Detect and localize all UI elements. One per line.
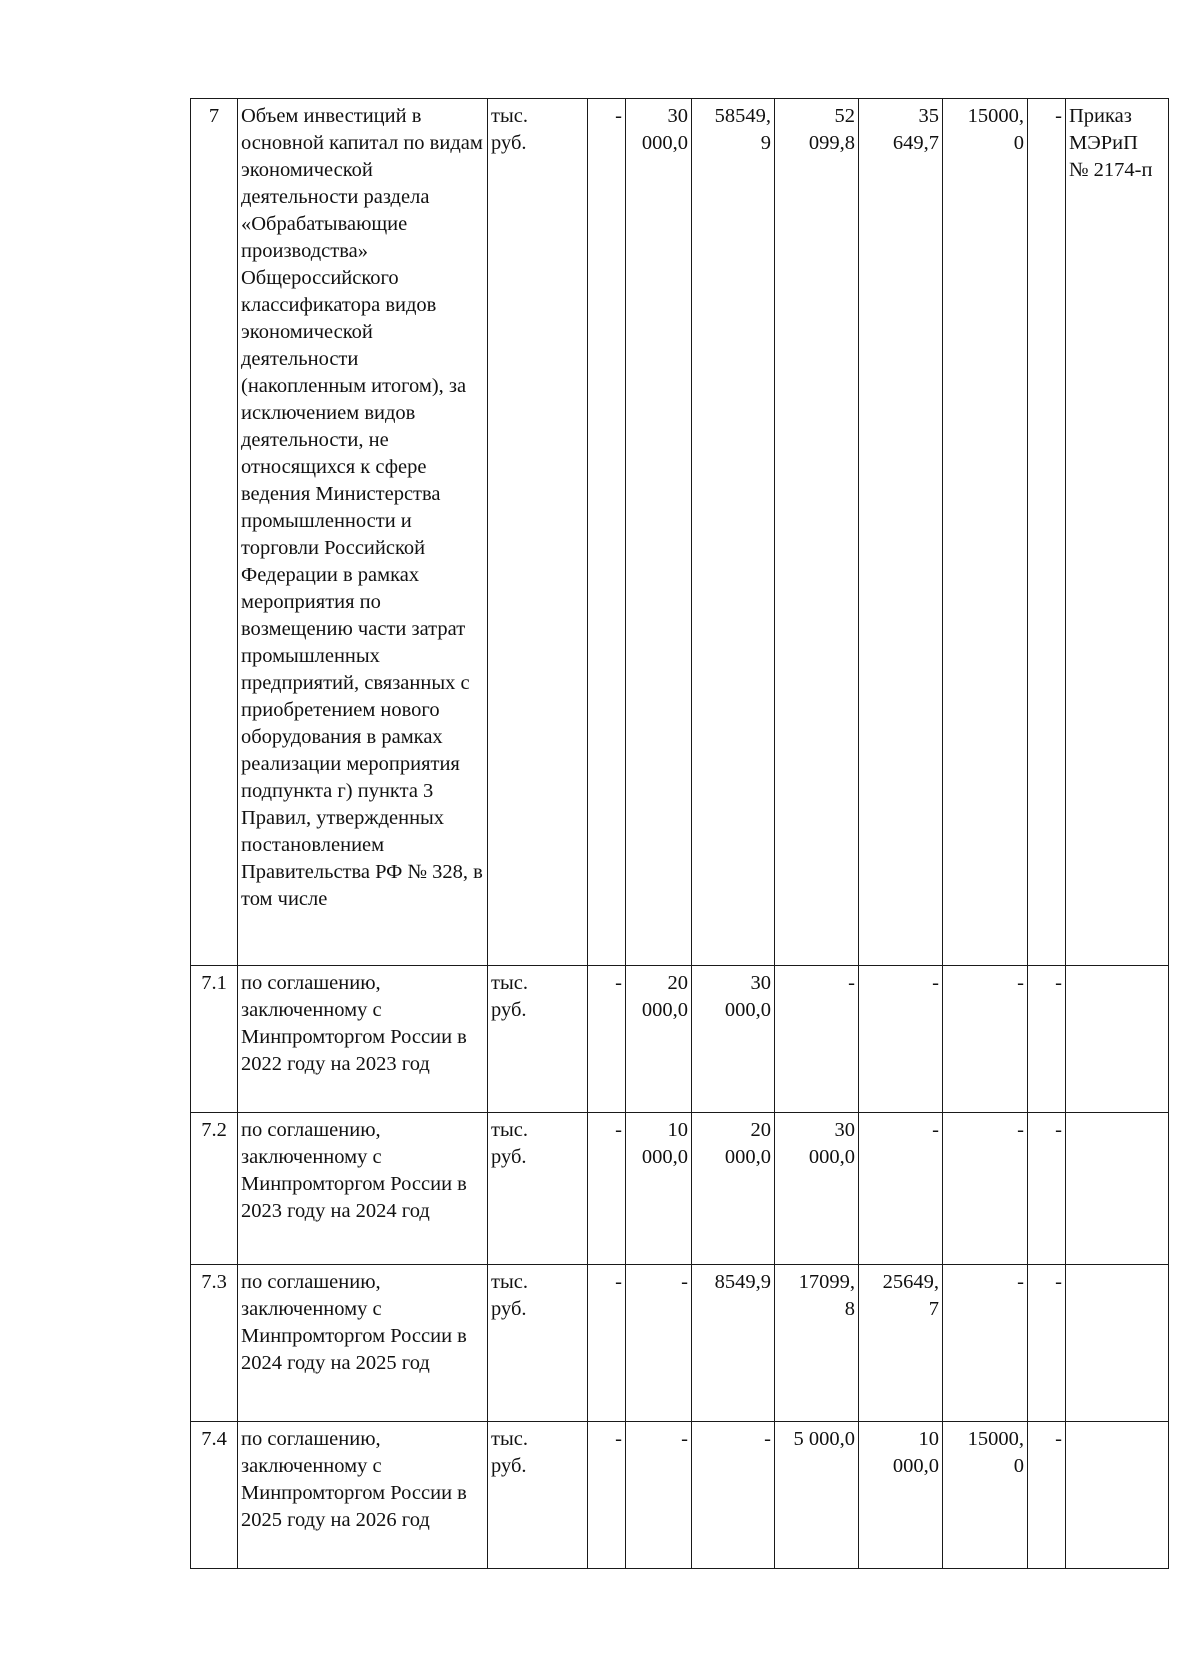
value-col-2: 20 000,0	[626, 966, 692, 1113]
value-col-4: 30 000,0	[775, 1113, 859, 1265]
row-number: 7.3	[191, 1265, 238, 1422]
table-row	[191, 99, 1169, 966]
value-col-6: -	[943, 1113, 1028, 1265]
value-col-4: -	[775, 966, 859, 1113]
value-col-5: 35 649,7	[859, 99, 943, 966]
row-unit: тыс. руб.	[488, 99, 588, 966]
row-unit: тыс. руб.	[488, 1113, 588, 1265]
row-source-note: Приказ МЭРиП № 2174-п	[1066, 99, 1169, 966]
value-col-3: 20 000,0	[692, 1113, 775, 1265]
value-col-2: -	[626, 1422, 692, 1569]
value-col-6: 15000, 0	[943, 99, 1028, 966]
row-number: 7	[191, 99, 238, 966]
value-col-4: 5 000,0	[775, 1422, 859, 1569]
row-unit: тыс. руб.	[488, 1422, 588, 1569]
row-description: по соглашению, заключенному с Минпромторгом России в 2025 году на 2026 год	[238, 1422, 488, 1569]
value-col-6: -	[943, 966, 1028, 1113]
value-col-2: 30 000,0	[626, 99, 692, 966]
row-number: 7.2	[191, 1113, 238, 1265]
value-col-1: -	[588, 1113, 626, 1265]
value-col-6: 15000, 0	[943, 1422, 1028, 1569]
value-col-4: 17099, 8	[775, 1265, 859, 1422]
row-unit: тыс. руб.	[488, 966, 588, 1113]
value-col-2: -	[626, 1265, 692, 1422]
value-col-5: -	[859, 1113, 943, 1265]
row-description: по соглашению, заключенному с Минпромторгом России в 2022 году на 2023 год	[238, 966, 488, 1113]
value-col-5: 10 000,0	[859, 1422, 943, 1569]
row-number: 7.1	[191, 966, 238, 1113]
value-col-3: -	[692, 1422, 775, 1569]
row-source-note	[1066, 1265, 1169, 1422]
row-description: по соглашению, заключенному с Минпромторгом России в 2024 году на 2025 год	[238, 1265, 488, 1422]
row-source-note	[1066, 1422, 1169, 1569]
value-col-4: 52 099,8	[775, 99, 859, 966]
indicator-table	[190, 98, 1169, 1569]
value-col-3: 58549, 9	[692, 99, 775, 966]
value-col-7: -	[1028, 1265, 1066, 1422]
value-col-6: -	[943, 1265, 1028, 1422]
value-col-5: 25649, 7	[859, 1265, 943, 1422]
value-col-5: -	[859, 966, 943, 1113]
value-col-3: 30 000,0	[692, 966, 775, 1113]
row-number: 7.4	[191, 1422, 238, 1569]
table-row	[191, 1265, 1169, 1422]
value-col-1: -	[588, 99, 626, 966]
value-col-2: 10 000,0	[626, 1113, 692, 1265]
table-row	[191, 966, 1169, 1113]
value-col-7: -	[1028, 966, 1066, 1113]
value-col-1: -	[588, 966, 626, 1113]
value-col-3: 8549,9	[692, 1265, 775, 1422]
row-description: по соглашению, заключенному с Минпромторгом России в 2023 году на 2024 год	[238, 1113, 488, 1265]
row-description: Объем инвестиций в основной капитал по видам экономической деятельности раздела «Обрабатывающие производства» Общероссийского классификатора видов экономической деятельности (накопленным итогом), за исключением видов деятельности, не относящихся к сфере ведения Министерства промышленности и торговли Российской Федерации в рамках мероприятия по возмещению части затрат промышленных предприятий, связанных с приобретением нового оборудования в рамках реализации мероприятия подпункта г) пункта 3 Правил, утвержденных постановлением Правительства РФ № 328, в том числе	[238, 99, 488, 966]
value-col-7: -	[1028, 1422, 1066, 1569]
row-unit: тыс. руб.	[488, 1265, 588, 1422]
table-row	[191, 1422, 1169, 1569]
row-source-note	[1066, 1113, 1169, 1265]
table-row	[191, 1113, 1169, 1265]
value-col-1: -	[588, 1265, 626, 1422]
value-col-7: -	[1028, 1113, 1066, 1265]
value-col-1: -	[588, 1422, 626, 1569]
row-source-note	[1066, 966, 1169, 1113]
value-col-7: -	[1028, 99, 1066, 966]
